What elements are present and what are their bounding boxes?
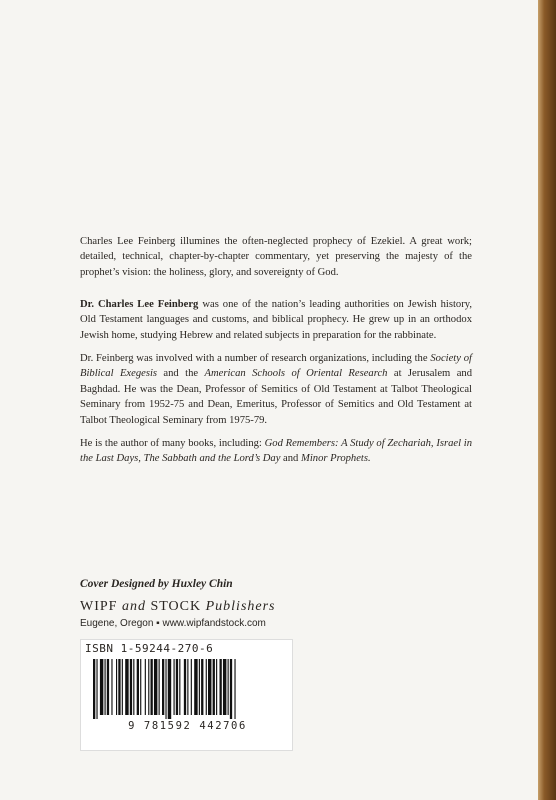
publisher-logo xyxy=(80,599,276,615)
barcode-digits: 9 781592 442706 xyxy=(128,720,247,732)
author-name: Dr. Charles Lee Feinberg xyxy=(80,299,199,310)
organization-name: Society of Biblical Exegesis xyxy=(80,353,472,380)
book-titles: God Remembers: A Study of Zechariah, Israel in the Last Days, The Sabbath and the Lord’s Day xyxy=(80,438,473,465)
cover-credit: Cover Designed by Huxley Chin xyxy=(80,578,233,590)
publisher-name-part: and xyxy=(121,599,146,614)
spine-edge xyxy=(538,0,556,800)
publisher-name-part: STOCK xyxy=(145,599,206,614)
bio-paragraph-2 xyxy=(80,351,472,428)
bio-paragraph-1 xyxy=(80,297,472,343)
organization-name: American Schools of Oriental Research xyxy=(204,368,388,380)
intro-paragraph xyxy=(80,234,472,280)
intro-text: Charles Lee Feinberg illumines the often-neglected prophecy of Ezekiel. A great work; detailed, technical, chapter-by-chapter commentary, yet preserving the majesty of the prophet’s vision: the holiness, glory, and sovereignty of God. xyxy=(80,236,472,278)
bio-text-2a: Dr. Feinberg was involved with a number of research organizations, including the xyxy=(80,353,431,364)
publisher-address: Eugene, Oregon ▪ www.wipfandstock.com xyxy=(80,618,266,629)
barcode-panel xyxy=(80,639,293,751)
bio-text-2c: at Jerusalem and Baghdad. He was the Dean, Professor of Semitics of Old Testament at Talbot Theological Seminary from 1952-75 and Dean, Emeritus, Professor of Semitics and Old Testament at Talbot Theological Seminary from 1975-79. xyxy=(80,368,472,426)
isbn-number: ISBN 1-59244-270-6 xyxy=(85,642,214,655)
bio-text-2b: and the xyxy=(157,368,205,380)
publisher-name-part: WIPF xyxy=(80,599,122,614)
book-title: Minor Prophets. xyxy=(301,453,371,465)
publisher-name-part: Publishers xyxy=(205,599,276,614)
bio-text-3b: and xyxy=(280,453,301,465)
bio-text-1: was one of the nation’s leading authorities on Jewish history, Old Testament languages and customs, and biblical prophecy. He grew up in an orthodox Jewish home, studying Hebrew and related subjects in preparation for the rabbinate. xyxy=(80,299,472,341)
bio-paragraph-3 xyxy=(80,436,472,467)
bio-text-3a: He is the author of many books, including: xyxy=(80,438,265,449)
barcode-icon xyxy=(91,659,284,719)
